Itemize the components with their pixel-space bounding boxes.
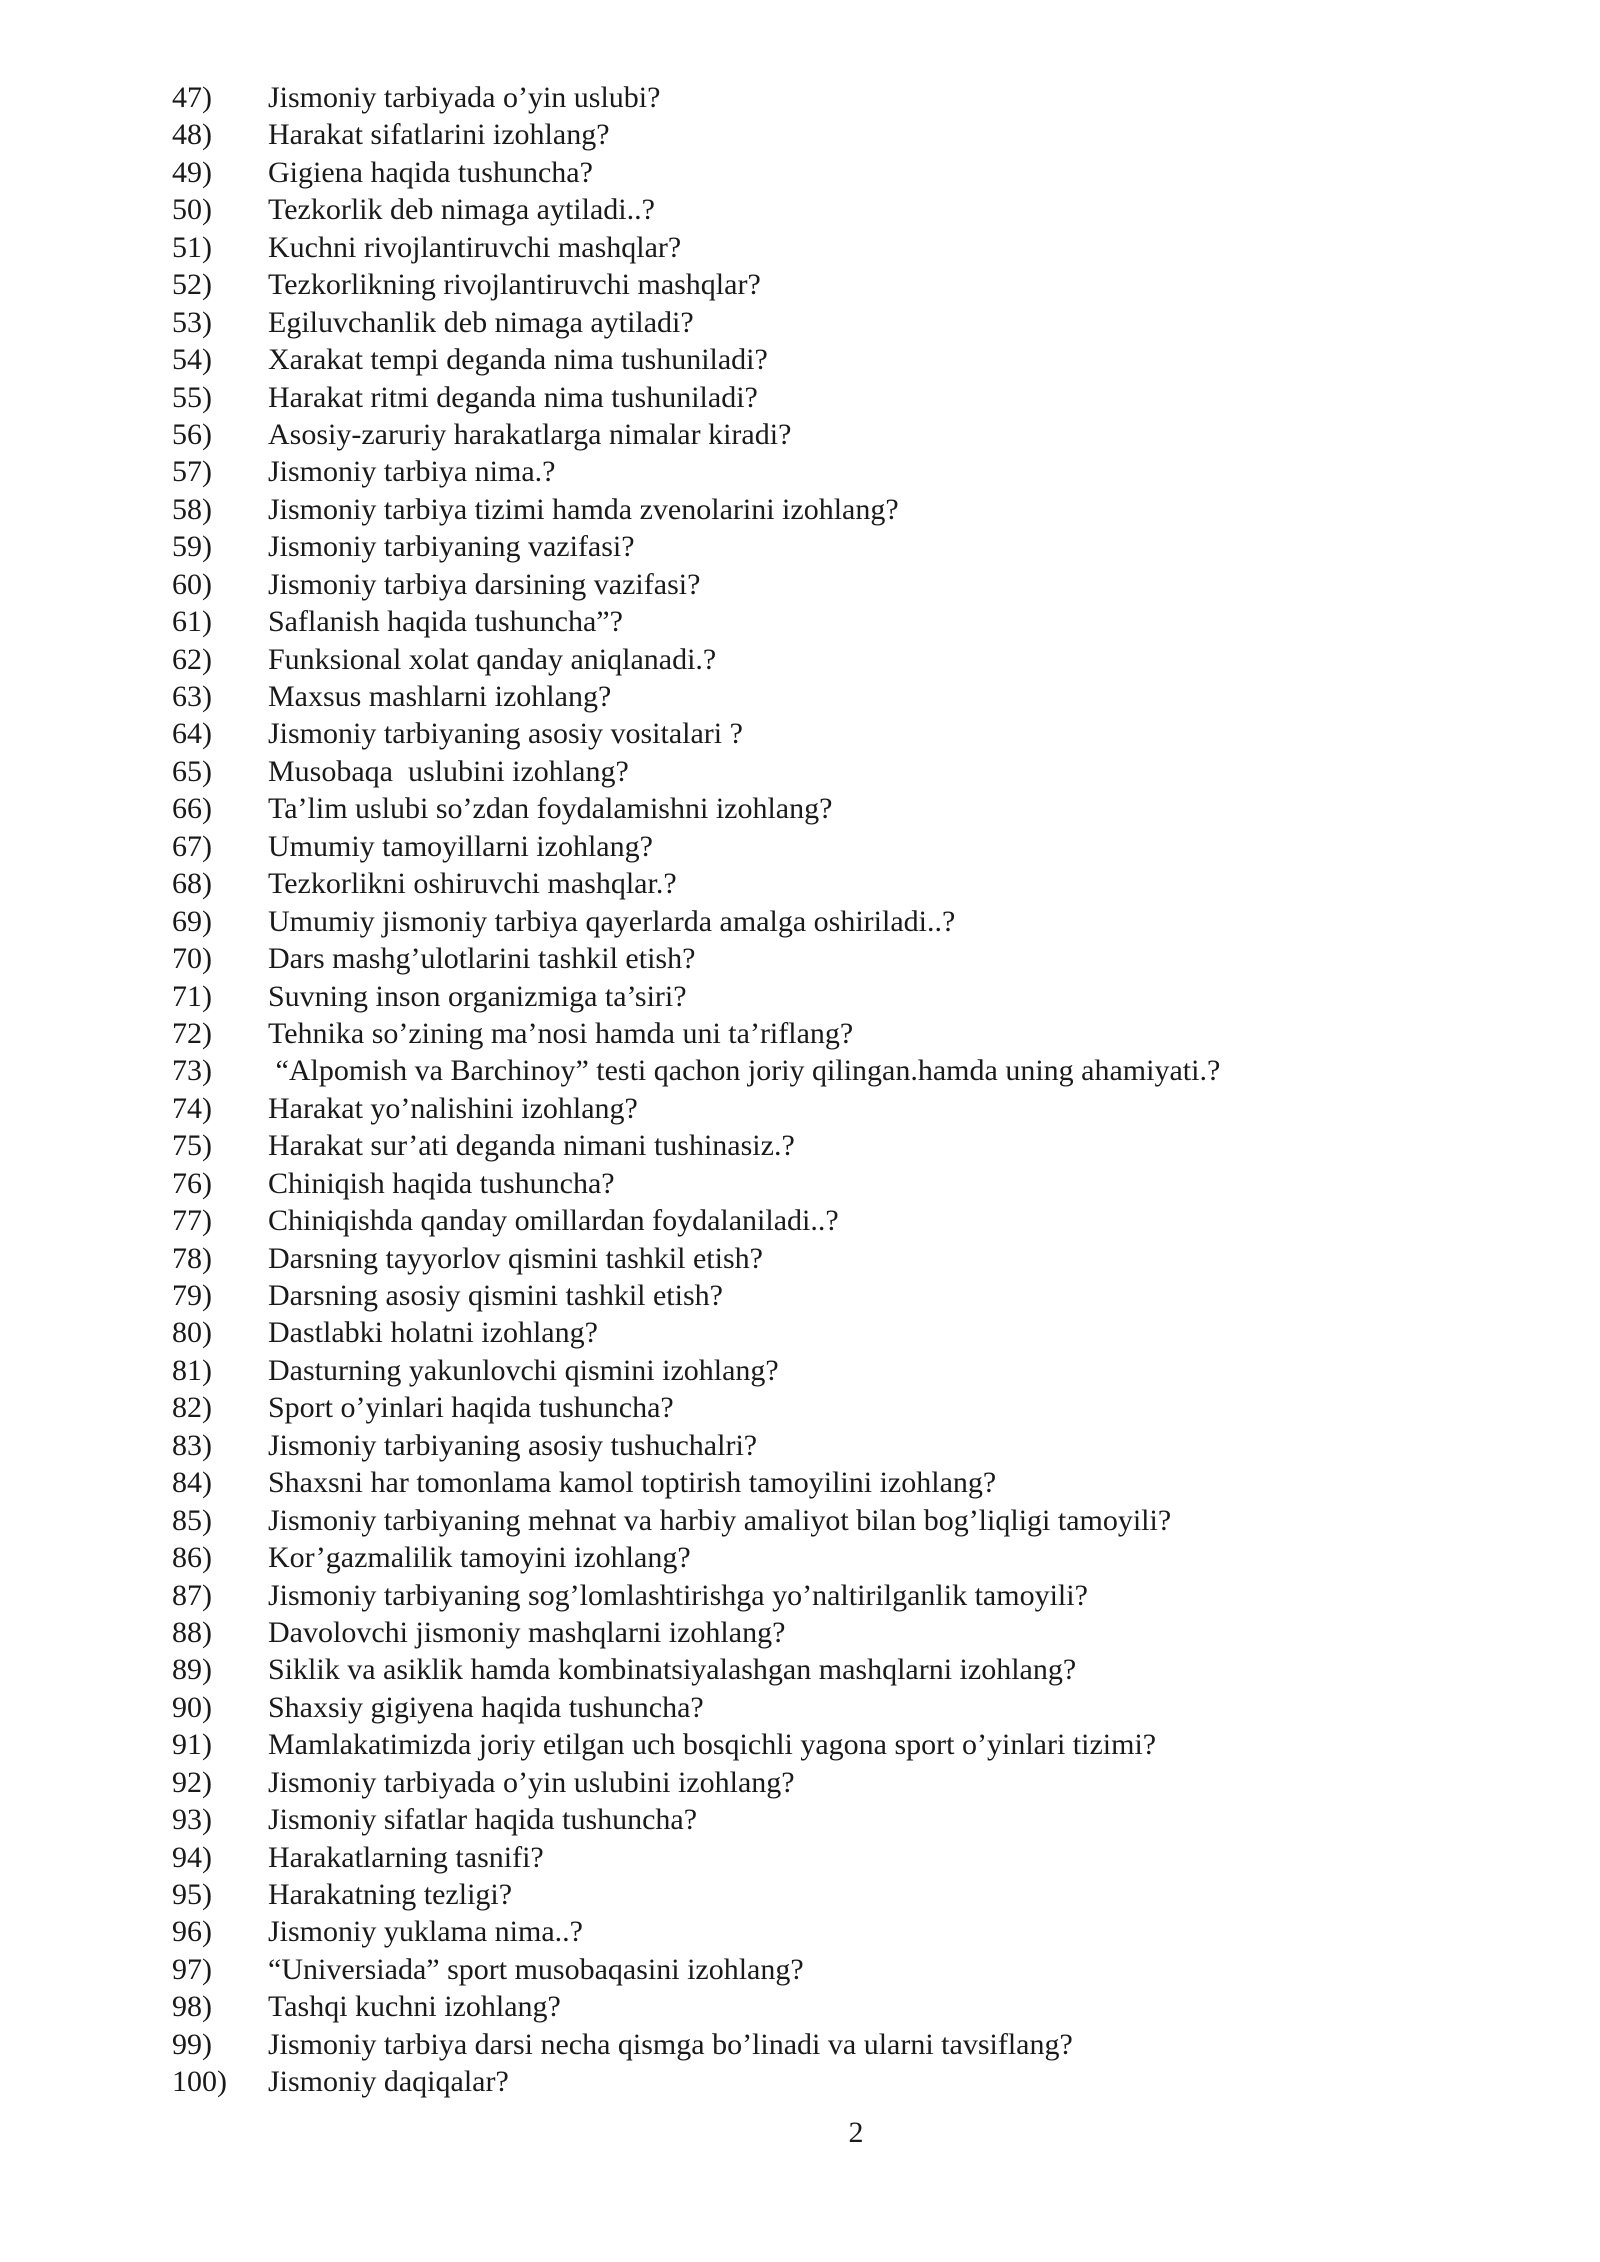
question-item <box>172 940 1432 977</box>
question-number: 77) <box>172 1204 212 1238</box>
question-text: Jismoniy tarbiyaning vazifasi? <box>268 530 635 564</box>
question-text: Jismoniy tarbiyada o’yin uslubini izohlang? <box>268 1765 795 1799</box>
question-number: 90) <box>172 1690 212 1724</box>
question-item <box>172 1876 1432 1913</box>
question-number: 55) <box>172 380 212 414</box>
question-item <box>172 266 1432 303</box>
question-text: Maxsus mashlarni izohlang? <box>268 680 612 713</box>
question-number: 50) <box>172 193 212 227</box>
question-text: Shaxsni har tomonlama kamol toptirish tamoyilini izohlang? <box>268 1466 997 1500</box>
question-number: 49) <box>172 155 212 189</box>
question-number: 47) <box>172 81 212 114</box>
question-item <box>172 865 1432 902</box>
question-text: Chiniqishda qanday omillardan foydalaniladi..? <box>268 1204 839 1238</box>
question-number: 76) <box>172 1166 212 1200</box>
question-text: Shaxsiy gigiyena haqida tushuncha? <box>268 1690 704 1724</box>
question-text: Jismoniy tarbiyaning asosiy vositalari ? <box>268 717 743 751</box>
question-item <box>172 528 1432 565</box>
question-text: Ta’lim uslubi so’zdan foydalamishni izohlang? <box>268 792 833 826</box>
question-text: Tezkorlikni oshiruvchi mashqlar.? <box>268 867 677 901</box>
question-text: Tezkorlikning rivojlantiruvchi mashqlar? <box>268 268 761 302</box>
question-item <box>172 1015 1432 1052</box>
question-item <box>172 1277 1432 1314</box>
question-text: “Alpomish va Barchinoy” testi qachon joriy qilingan.hamda uning ahamiyati.? <box>268 1054 1221 1088</box>
question-number: 52) <box>172 268 212 302</box>
question-number: 56) <box>172 417 212 451</box>
question-number: 83) <box>172 1428 212 1462</box>
question-item <box>172 1464 1432 1501</box>
question-item <box>172 1726 1432 1763</box>
question-text: Dastlabki holatni izohlang? <box>268 1316 598 1350</box>
question-number: 71) <box>172 979 212 1013</box>
question-text: Umumiy tamoyillarni izohlang? <box>268 829 653 863</box>
question-item <box>172 678 1432 715</box>
question-number: 66) <box>172 792 212 826</box>
question-text: Tehnika so’zining ma’nosi hamda uni ta’riflang? <box>268 1016 854 1050</box>
question-text: Harakat ritmi deganda nima tushuniladi? <box>268 380 758 414</box>
question-number: 79) <box>172 1279 212 1312</box>
question-text: Kor’gazmalilik tamoyini izohlang? <box>268 1541 691 1575</box>
question-text: Harakat sur’ati deganda nimani tushinasiz.? <box>268 1129 795 1163</box>
question-item <box>172 154 1432 191</box>
question-item <box>172 1389 1432 1426</box>
question-item <box>172 1764 1432 1801</box>
question-number: 51) <box>172 230 212 264</box>
question-item <box>172 304 1432 341</box>
question-item <box>172 379 1432 416</box>
question-text: Sport o’yinlari haqida tushuncha? <box>268 1391 674 1425</box>
question-number: 70) <box>172 942 212 976</box>
question-text: Tezkorlik deb nimaga aytiladi..? <box>268 193 655 227</box>
question-number: 60) <box>172 567 212 601</box>
question-item <box>172 79 1432 116</box>
question-number: 91) <box>172 1728 212 1762</box>
question-number: 99) <box>172 2027 212 2061</box>
question-number: 69) <box>172 904 212 938</box>
question-number: 53) <box>172 305 212 339</box>
question-text: Jismoniy tarbiya darsining vazifasi? <box>268 567 701 601</box>
question-text: Jismoniy tarbiya darsi necha qismga bo’linadi va ularni tavsiflang? <box>268 2027 1073 2061</box>
question-item <box>172 1651 1432 1688</box>
question-number: 65) <box>172 754 212 788</box>
question-item <box>172 903 1432 940</box>
question-item <box>172 491 1432 528</box>
question-number: 63) <box>172 680 212 713</box>
question-text: Jismoniy tarbiyada o’yin uslubi? <box>268 81 661 114</box>
question-item <box>172 453 1432 490</box>
question-text: “Universiada” sport musobaqasini izohlang? <box>268 1952 804 1986</box>
question-text: Saflanish haqida tushuncha”? <box>268 605 623 639</box>
question-text: Dasturning yakunlovchi qismini izohlang? <box>268 1353 779 1387</box>
question-item <box>172 1913 1432 1950</box>
page-number: 2 <box>848 2116 864 2149</box>
question-text: Siklik va asiklik hamda kombinatsiyalashgan mashqlarni izohlang? <box>268 1653 1077 1687</box>
question-number: 64) <box>172 717 212 751</box>
question-number: 73) <box>172 1054 212 1088</box>
question-item <box>172 1202 1432 1239</box>
question-item <box>172 1052 1432 1089</box>
question-text: Jismoniy tarbiya nima.? <box>268 455 556 489</box>
question-number: 78) <box>172 1241 212 1275</box>
question-item <box>172 1127 1432 1164</box>
question-number: 88) <box>172 1615 212 1649</box>
question-item <box>172 753 1432 790</box>
question-text: Harakatning tezligi? <box>268 1878 513 1911</box>
question-number: 85) <box>172 1503 212 1537</box>
question-text: Tashqi kuchni izohlang? <box>268 1990 561 2024</box>
question-number: 68) <box>172 867 212 901</box>
question-text: Suvning inson organizmiga ta’siri? <box>268 979 687 1013</box>
question-number: 89) <box>172 1653 212 1687</box>
question-text: Jismoniy tarbiyaning mehnat va harbiy amaliyot bilan bog’liqligi tamoyili? <box>268 1503 1172 1537</box>
question-item <box>172 1240 1432 1277</box>
question-item <box>172 715 1432 752</box>
question-item <box>172 566 1432 603</box>
question-item <box>172 1090 1432 1127</box>
question-item <box>172 790 1432 827</box>
question-number: 81) <box>172 1353 212 1387</box>
question-item <box>172 1689 1432 1726</box>
question-number: 96) <box>172 1915 212 1949</box>
question-text: Egiluvchanlik deb nimaga aytiladi? <box>268 305 694 339</box>
question-number: 93) <box>172 1803 212 1837</box>
question-item <box>172 1951 1432 1988</box>
question-text: Musobaqa uslubini izohlang? <box>268 754 629 788</box>
question-item <box>172 2063 1432 2100</box>
question-number: 72) <box>172 1016 212 1050</box>
question-number: 98) <box>172 1990 212 2024</box>
question-text: Mamlakatimizda joriy etilgan uch bosqichli yagona sport o’yinlari tizimi? <box>268 1728 1157 1762</box>
question-number: 61) <box>172 605 212 639</box>
question-item <box>172 116 1432 153</box>
question-item <box>172 416 1432 453</box>
question-item <box>172 1314 1432 1351</box>
question-number: 87) <box>172 1578 212 1612</box>
question-text: Umumiy jismoniy tarbiya qayerlarda amalga oshiriladi..? <box>268 904 956 938</box>
question-number: 74) <box>172 1091 212 1125</box>
question-item <box>172 2026 1432 2063</box>
question-text: Harakat sifatlarini izohlang? <box>268 118 610 152</box>
question-number: 54) <box>172 343 212 377</box>
question-text: Xarakat tempi deganda nima tushuniladi? <box>268 343 768 377</box>
question-text: Jismoniy yuklama nima..? <box>268 1915 583 1949</box>
question-item <box>172 1988 1432 2025</box>
question-text: Gigiena haqida tushuncha? <box>268 155 593 189</box>
question-item <box>172 828 1432 865</box>
question-text: Asosiy-zaruriy harakatlarga nimalar kiradi? <box>268 417 792 451</box>
question-number: 62) <box>172 642 212 676</box>
question-item <box>172 1427 1432 1464</box>
question-number: 67) <box>172 829 212 863</box>
question-number: 92) <box>172 1765 212 1799</box>
question-text: Jismoniy tarbiyaning asosiy tushuchalri? <box>268 1428 758 1462</box>
question-text: Harakatlarning tasnifi? <box>268 1840 544 1874</box>
question-item <box>172 603 1432 640</box>
question-text: Darsning tayyorlov qismini tashkil etish? <box>268 1241 763 1275</box>
question-item <box>172 1352 1432 1389</box>
question-number: 82) <box>172 1391 212 1425</box>
question-text: Darsning asosiy qismini tashkil etish? <box>268 1279 723 1312</box>
question-number: 84) <box>172 1466 212 1500</box>
question-item <box>172 1165 1432 1202</box>
question-number: 48) <box>172 118 212 152</box>
question-number: 59) <box>172 530 212 564</box>
question-item <box>172 1839 1432 1876</box>
question-item <box>172 1614 1432 1651</box>
question-text: Jismoniy tarbiyaning sog’lomlashtirishga yo’naltirilganlik tamoyili? <box>268 1578 1088 1612</box>
question-number: 94) <box>172 1840 212 1874</box>
question-item <box>172 1502 1432 1539</box>
question-text: Davolovchi jismoniy mashqlarni izohlang? <box>268 1615 786 1649</box>
question-number: 95) <box>172 1878 212 1911</box>
question-number: 75) <box>172 1129 212 1163</box>
question-number: 97) <box>172 1952 212 1986</box>
question-text: Chiniqish haqida tushuncha? <box>268 1166 615 1200</box>
question-text: Jismoniy tarbiya tizimi hamda zvenolarini izohlang? <box>268 492 899 526</box>
question-number: 58) <box>172 492 212 526</box>
question-item <box>172 229 1432 266</box>
question-item <box>172 1577 1432 1614</box>
question-number: 80) <box>172 1316 212 1350</box>
question-text: Kuchni rivojlantiruvchi mashqlar? <box>268 230 682 264</box>
question-list <box>172 79 1432 2101</box>
question-item <box>172 978 1432 1015</box>
question-text: Jismoniy daqiqalar? <box>268 2065 509 2099</box>
question-number: 100) <box>172 2065 227 2099</box>
question-item <box>172 641 1432 678</box>
question-text: Funksional xolat qanday aniqlanadi.? <box>268 642 717 676</box>
question-item <box>172 341 1432 378</box>
question-text: Dars mashg’ulotlarini tashkil etish? <box>268 942 696 976</box>
question-number: 86) <box>172 1541 212 1575</box>
question-text: Harakat yo’nalishini izohlang? <box>268 1091 638 1125</box>
question-number: 57) <box>172 455 212 489</box>
question-item <box>172 1539 1432 1576</box>
question-item <box>172 1801 1432 1838</box>
question-text: Jismoniy sifatlar haqida tushuncha? <box>268 1803 698 1837</box>
question-item <box>172 191 1432 228</box>
